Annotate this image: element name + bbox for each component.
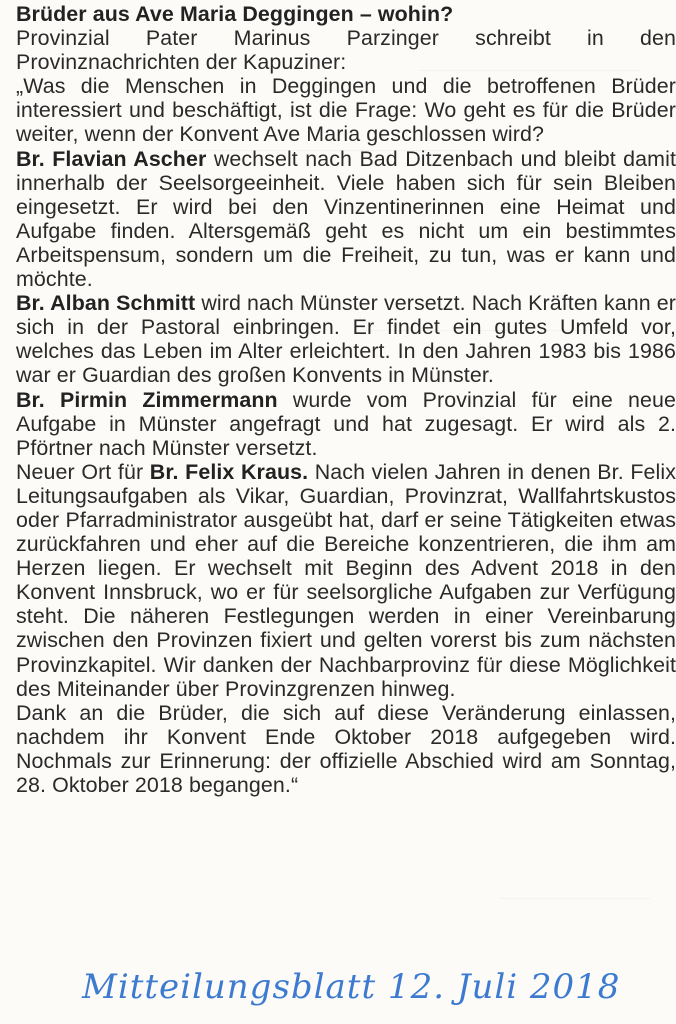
name-felix: Br. Felix Kraus. — [149, 459, 309, 484]
paragraph-felix — [16, 460, 676, 701]
handwritten-note — [82, 958, 621, 1014]
text-pirmin: wurde vom Provinzial für eine neue Aufgabe in Münster angefragt und hat zugesagt. Er wird als 2. Pförtner nach Münster versetzt. — [16, 387, 676, 460]
text-flavian: wechselt nach Bad Ditzenbach und bleibt damit innerhalb der Seelsorgeeinheit. Viele haben sich für sein Bleiben eingesetzt. Er wird bei den Vinzentinerinnen eine Heimat und Aufgabe finden. Altersgemäß geht es nicht um ein bestimmtes Arbeitspensum, sondern um die Freiheit, zu tun, was er kann und möchte. — [16, 146, 676, 292]
closing-paragraph: Dank an die Brüder, die sich auf diese Veränderung einlassen, nachdem ihr Konvent Ende Oktober 2018 aufgegeben wird. Nochmals zur Erinnerung: der offizielle Abschied wird am Sonntag, 28. Oktober 2018 begangen.“ — [16, 700, 676, 797]
intro-paragraph: Provinzial Pater Marinus Parzinger schreibt in den Provinznachrichten der Kapuziner: — [16, 26, 676, 75]
name-alban: Br. Alban Schmitt — [16, 291, 196, 316]
text-alban: wird nach Münster versetzt. Nach Kräften kann er sich in der Pastoral einbringen. Er findet ein gutes Umfeld vor, welches das Leben im Alter erleichtert. In den Jahren 1983 bis 1986 war er Guardian des großen Konvents in Münster. — [16, 291, 676, 388]
prefix-felix: Neuer Ort für — [16, 459, 150, 484]
name-pirmin: Br. Pirmin Zimmermann — [16, 387, 278, 412]
bleed-through-mark — [500, 898, 650, 899]
paragraph-flavian — [16, 147, 676, 292]
handwritten-note-text: Mitteilungsblatt 12. Juli 2018 — [82, 967, 621, 1007]
name-flavian: Br. Flavian Ascher — [16, 146, 207, 171]
text-felix: Nach vielen Jahren in denen Br. Felix Leitungsaufgaben als Vikar, Guardian, Provinzrat, Wallfahrtskustos oder Pfarradministrator ausgeübt hat, darf er seine Tätigkeiten etwas zurückfahren und eher auf die Bereiche konzentrieren, die ihm am Herzen liegen. Er wechselt mit Beginn des Advent 2018 in den Konvent Innsbruck, wo er für seelsorgliche Aufgaben zur Verfügung steht. Die näheren Festlegungen werden in einer Vereinbarung zwischen den Provinzen fixiert und gelten vorerst bis zum nächsten Provinzkapitel. Wir danken der Nachbarprovinz für diese Möglichkeit des Miteinander über Provinzgrenzen hinweg. — [16, 459, 676, 701]
paragraph-pirmin — [16, 388, 676, 460]
article — [16, 2, 676, 797]
quote-paragraph: „Was die Menschen in Deggingen und die betroffenen Brüder interessiert und beschäftigt, ist die Frage: Wo geht es für die Brüder weiter, wenn der Konvent Ave Maria geschlossen wird? — [16, 74, 676, 147]
paragraph-alban — [16, 291, 676, 387]
article-headline: Brüder aus Ave Maria Deggingen – wohin? — [16, 2, 454, 26]
